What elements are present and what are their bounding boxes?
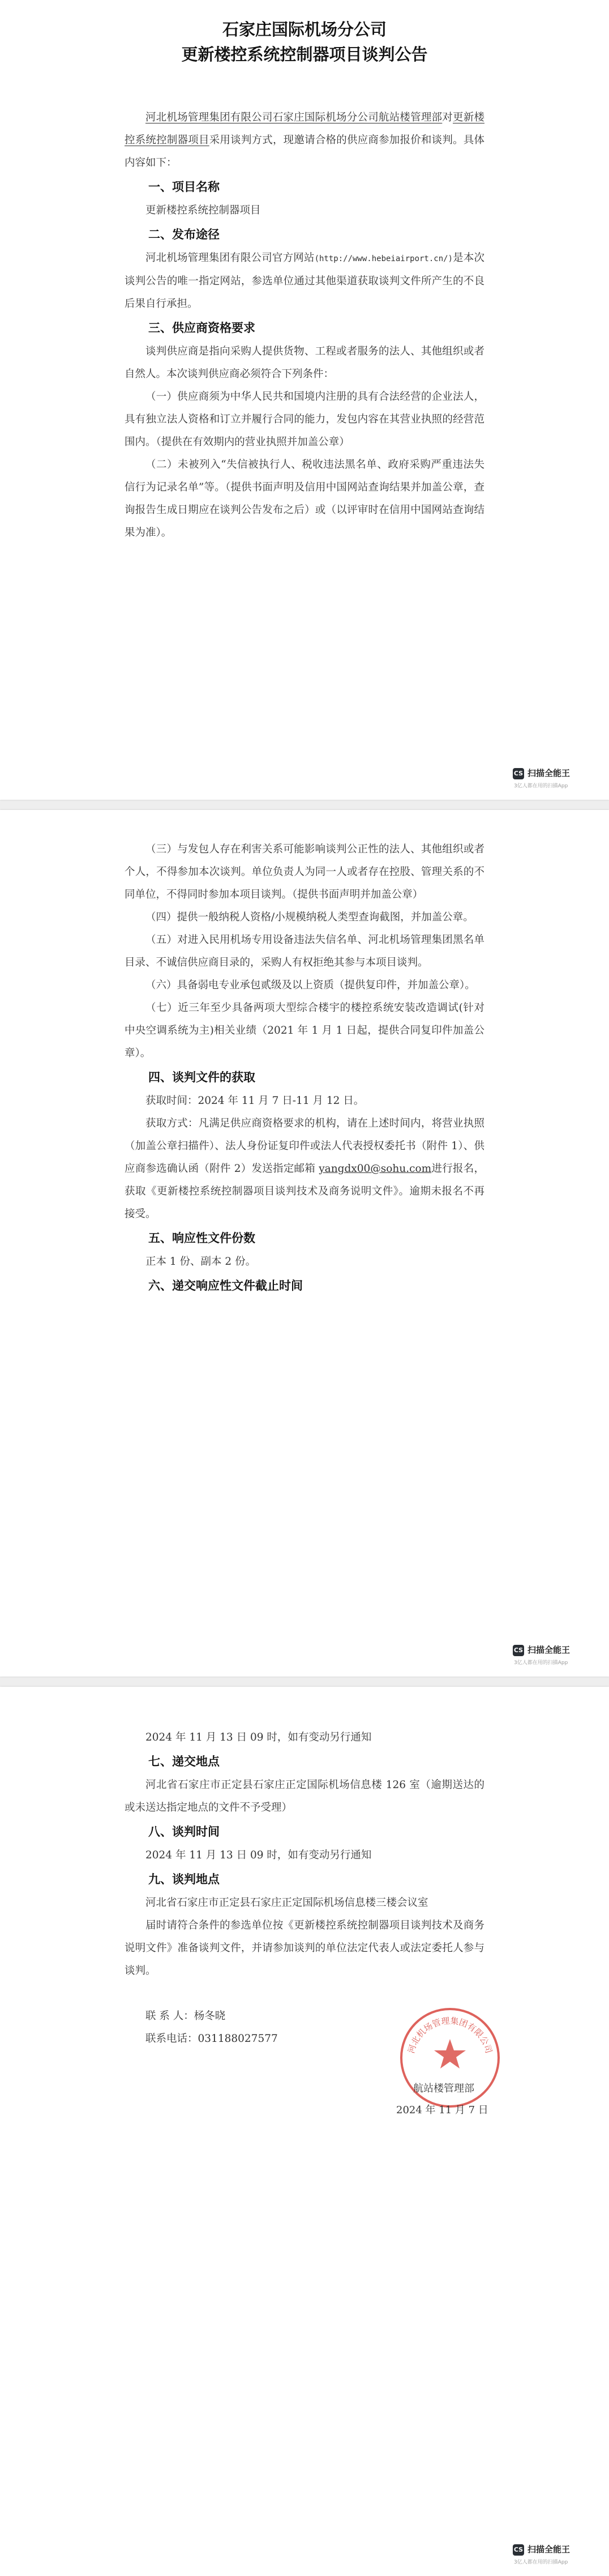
- scanner-footer: [513, 766, 609, 792]
- contact-person-value: 杨冬晓: [194, 2010, 226, 2022]
- footer-brand: 扫描全能王: [527, 2544, 571, 2554]
- contact-person-label: 联 系 人：: [145, 2010, 194, 2022]
- page-2-content: [125, 838, 484, 1298]
- section-4-heading: 四、谈判文件的获取: [148, 1071, 255, 1084]
- scanner-footer: [513, 1643, 609, 1669]
- acquisition-method-a: 获取方式：凡满足供应商资格要求的机构，请在上述时间内，将营业执照（加盖公章扫描件）、法人身份证复印件或法人代表授权委托书（附件 1）、供应商参选确认函（附件 2）发送指定邮箱: [125, 1118, 484, 1175]
- section-7-text: 河北省石家庄市正定县石家庄正定国际机场信息楼 126 室（逾期送达的或未送达指定地点的文件不予受理）: [125, 1779, 484, 1814]
- section-9-text: 河北省石家庄市正定县石家庄正定国际机场信息楼三楼会议室: [145, 1897, 428, 1909]
- acquisition-time: 获取时间：2024 年 11 月 7 日-11 月 12 日。: [145, 1095, 364, 1107]
- document-title-line2: 更新楼控系统控制器项目谈判公告: [181, 45, 428, 64]
- section-9-invite: 届时请符合条件的参选单位按《更新楼控系统控制器项目谈判技术及商务说明文件》准备谈判文件，并请参加谈判的单位法定代表人或法定委托人参与谈判。: [125, 1920, 484, 1977]
- section-5-heading: 五、响应性文件份数: [148, 1231, 255, 1245]
- intro-project: 更新楼控系统控制器项目: [125, 112, 484, 146]
- stamp-ring-text: 河北机场管理集团有限公司: [406, 2015, 494, 2055]
- official-stamp: [396, 2004, 504, 2112]
- footer-brand: 扫描全能王: [527, 768, 571, 778]
- signature-org: 航站楼管理部: [413, 2083, 474, 2095]
- page-3-content: [125, 1726, 484, 2050]
- signature-date: 2024 年 11 月 7 日: [396, 2104, 488, 2116]
- intro-mid: 对: [442, 112, 453, 123]
- section-6-heading: 六、递交响应性文件截止时间: [148, 1279, 303, 1293]
- footer-slogan: 3亿人都在用的扫描App: [514, 2560, 568, 2565]
- email-link[interactable]: yangdx00@sohu.com: [319, 1163, 432, 1175]
- section-3-heading: 三、供应商资格要求: [148, 321, 255, 335]
- page-1-content: [125, 17, 484, 544]
- footer-brand: 扫描全能王: [527, 1645, 571, 1655]
- scanner-footer: [513, 2542, 609, 2568]
- section-1-heading: 一、项目名称: [148, 180, 220, 194]
- requirement-1: （一）供应商须为中华人民共和国境内注册的具有合法经营的企业法人，具有独立法人资格和订立并履行合同的能力，发包内容在其营业执照的经营范围内。（提供在有效期内的营业执照并加盖公章）: [125, 391, 484, 448]
- intro-org: 河北机场管理集团有限公司石家庄国际机场分公司航站楼管理部: [145, 112, 443, 123]
- footer-slogan: 3亿人都在用的扫描App: [514, 1660, 568, 1666]
- acquisition-method: [125, 1112, 484, 1226]
- section-6-text: 2024 年 11 月 13 日 09 时，如有变动另行通知: [145, 1731, 372, 1743]
- contact-phone-value: 031188027577: [198, 2033, 278, 2045]
- requirement-2: （二）未被列入“失信被执行人、税收违法黑名单、政府采购严重违法失信行为记录名单”等。（提供书面声明及信用中国网站查询结果并加盖公章，查询报告生成日期应在谈判公告发布之后）或（以评审时在信用中国网站查询结果为准）。: [125, 459, 484, 539]
- footer-slogan: 3亿人都在用的扫描App: [514, 783, 568, 789]
- section-5-text: 正本 1 份、副本 2 份。: [145, 1256, 256, 1268]
- camscanner-logo-icon: CS: [513, 768, 524, 779]
- section-1-text: 更新楼控系统控制器项目: [145, 204, 261, 216]
- requirement-6: （六）具备弱电专业承包贰级及以上资质（提供复印件，并加盖公章）。: [145, 979, 475, 991]
- page-3: [0, 1687, 609, 2576]
- camscanner-logo-icon: CS: [513, 2544, 524, 2556]
- section-7-heading: 七、递交地点: [148, 1755, 220, 1768]
- contact-phone-label: 联系电话：: [145, 2033, 198, 2045]
- requirement-3: （三）与发包人存在利害关系可能影响谈判公正性的法人、其他组织或者个人，不得参加本次谈判。单位负责人为同一人或者存在控股、管理关系的不同单位，不得同时参加本项目谈判。（提供书面声明并加盖公章）: [125, 843, 484, 901]
- section-8-heading: 八、谈判时间: [148, 1825, 220, 1839]
- website-url[interactable]: (http://www.hebeiairport.cn/): [314, 254, 453, 263]
- page-2: [0, 810, 609, 1677]
- requirement-7: （七）近三年至少具备两项大型综合楼宇的楼控系统安装改造调试(针对中央空调系统为主)相关业绩（2021 年 1 月 1 日起，提供合同复印件加盖公章）。: [125, 1002, 484, 1059]
- section-2-text: [125, 247, 484, 315]
- section-3-intro: 谈判供应商是指向采购人提供货物、工程或者服务的法人、其他组织或者自然人。本次谈判供应商必须符合下列条件：: [125, 346, 484, 380]
- section-9-heading: 九、谈判地点: [148, 1873, 220, 1886]
- stamp-seal-icon: [396, 2004, 504, 2112]
- camscanner-logo-icon: CS: [513, 1645, 524, 1656]
- page-1: [0, 0, 609, 800]
- intro-paragraph: [125, 106, 484, 174]
- acquisition-method-b: 进行报名，获取《更新楼控系统控制器项目谈判技术及商务说明文件》。逾期未报名不再接受。: [125, 1163, 484, 1220]
- section-2-text-b: 是本次谈判公告的唯一指定网站，参选单位通过其他渠道获取谈判文件所产生的不良后果自行承担。: [125, 252, 484, 310]
- requirement-5: （五）对进入民用机场专用设备违法失信名单、河北机场管理集团黑名单目录、不诚信供应商目录的，采购人有权拒绝其参与本项目谈判。: [125, 934, 484, 969]
- section-2-text-a: 河北机场管理集团有限公司官方网站: [145, 252, 315, 264]
- document-title-line1: 石家庄国际机场分公司: [222, 20, 387, 39]
- intro-rest: 采用谈判方式，现邀请合格的供应商参加报价和谈判。具体内容如下：: [125, 134, 484, 169]
- section-2-heading: 二、发布途径: [148, 228, 220, 241]
- requirement-4: （四）提供一般纳税人资格/小规模纳税人类型查询截图，并加盖公章。: [145, 911, 474, 923]
- section-8-text: 2024 年 11 月 13 日 09 时，如有变动另行通知: [145, 1849, 372, 1861]
